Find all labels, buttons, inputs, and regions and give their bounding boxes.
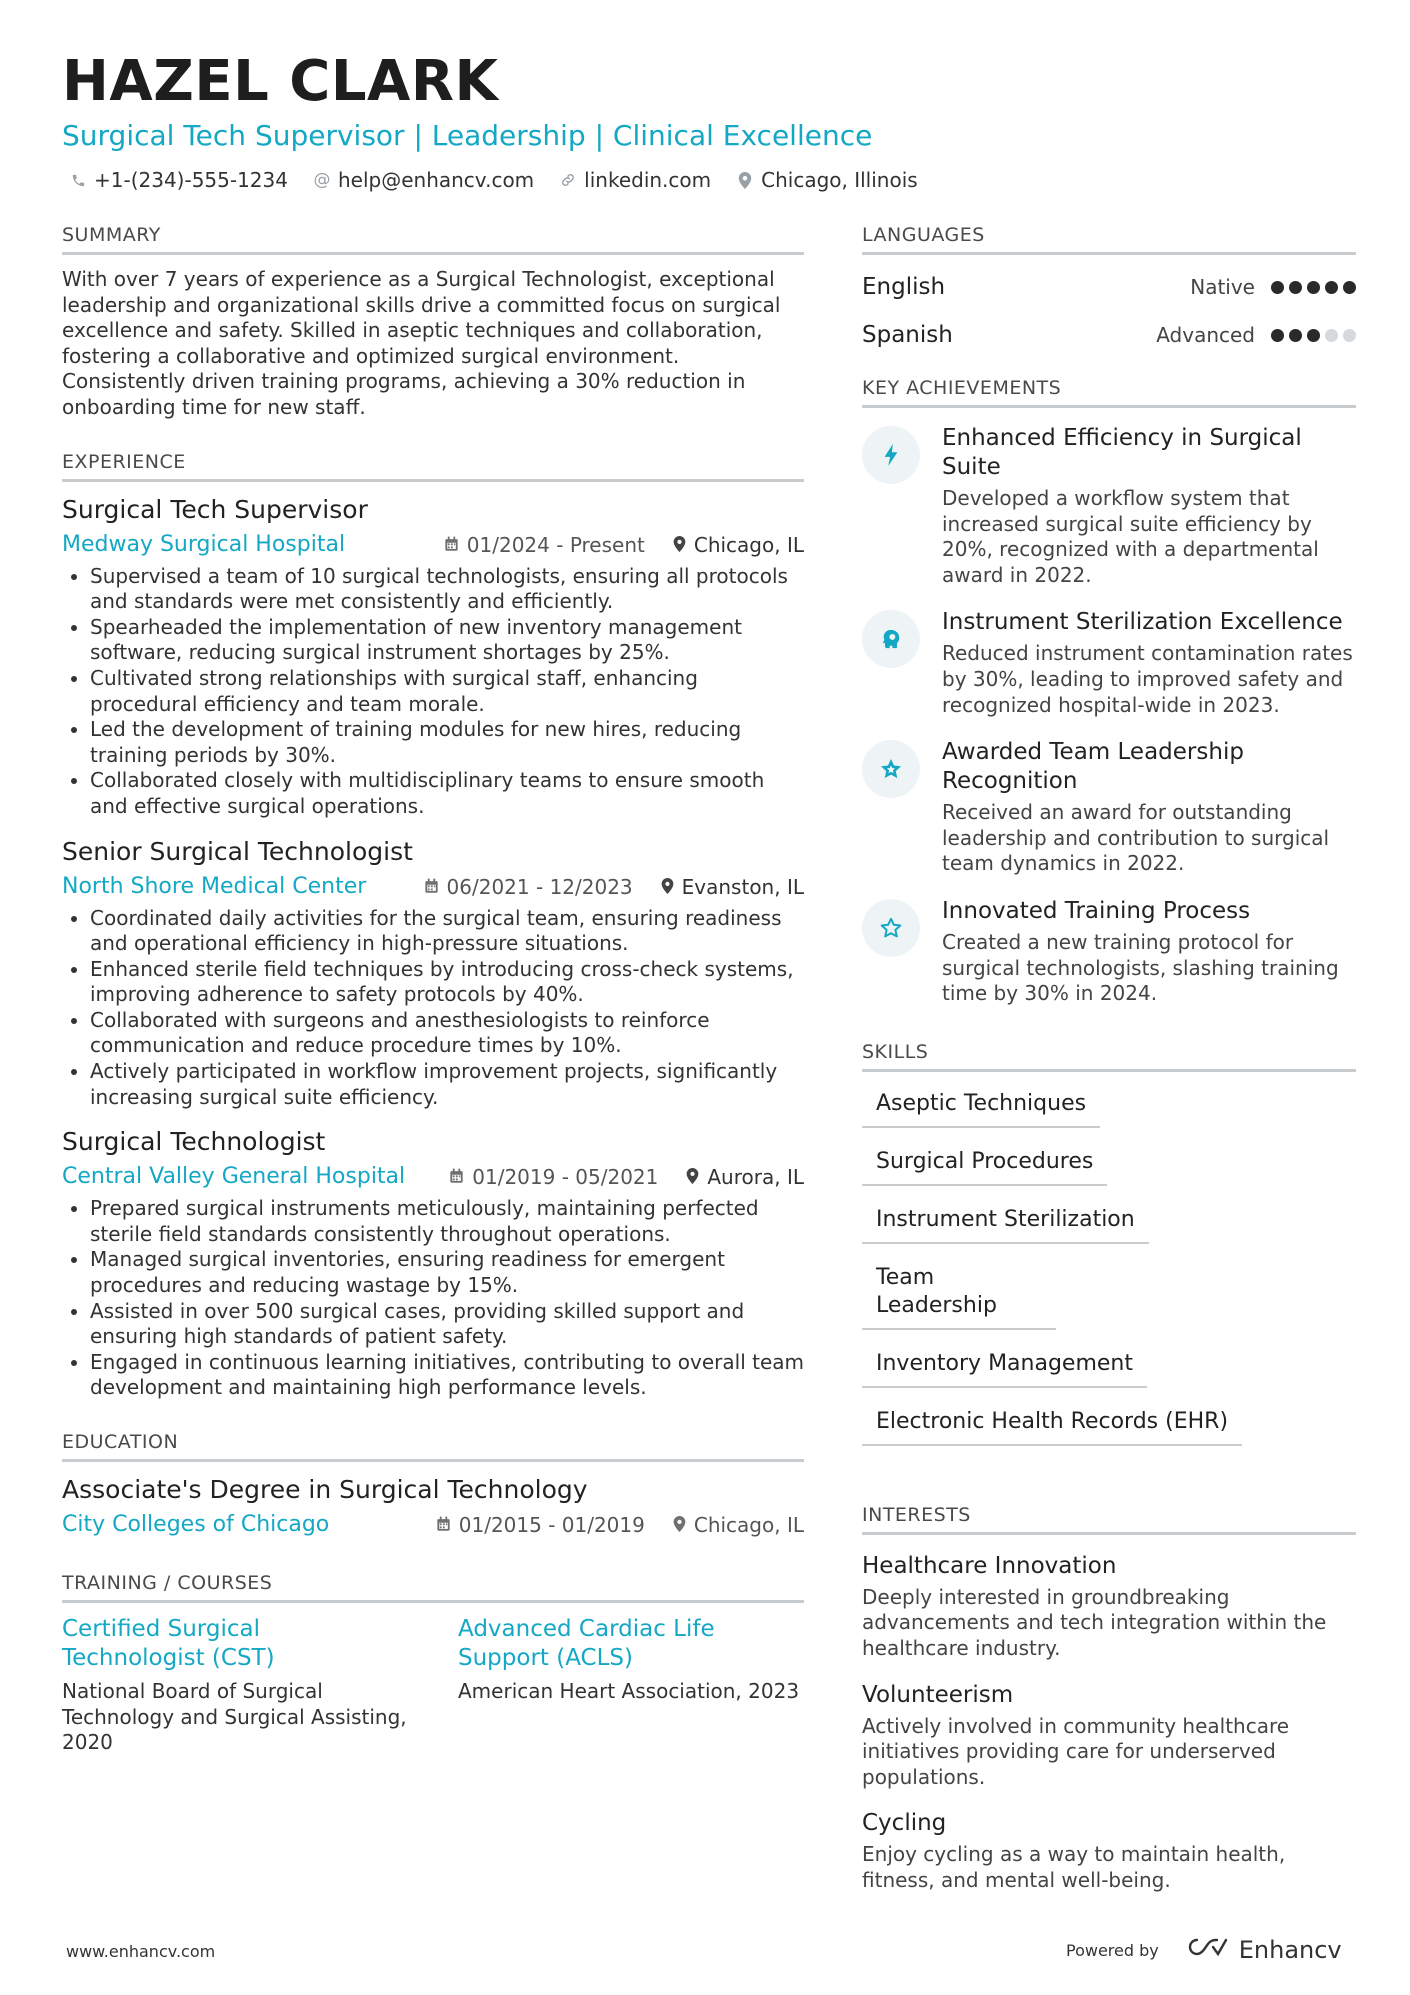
email-text: help@enhancv.com	[337, 168, 535, 192]
bullet-item: • Prepared surgical instruments meticulously, maintaining perfected sterile field standards consistently throughout operations.	[90, 1196, 804, 1247]
achievement-title: Enhanced Efficiency in Surgical Suite	[942, 425, 1302, 480]
rating-dot-filled	[1325, 281, 1338, 294]
job-entry	[62, 494, 804, 820]
job-entry	[62, 836, 804, 1111]
skill-tag: Surgical Procedures	[862, 1142, 1107, 1186]
contact-phone[interactable]	[70, 166, 288, 194]
bullet-item: • Led the development of training modules for new hires, reducing training periods by 30%.	[90, 717, 804, 768]
bullet-item: • Engaged in continuous learning initiatives, contributing to overall team development and maintaining high performance levels.	[90, 1350, 804, 1401]
skill-tag: Aseptic Techniques	[862, 1084, 1100, 1128]
education-entry	[62, 1474, 804, 1540]
star-outline-icon	[862, 899, 920, 957]
language-name: English	[862, 274, 946, 300]
achievement-title: Innovated Training Process	[942, 897, 1251, 924]
contact-email[interactable]	[314, 166, 534, 194]
achievement-title: Awarded Team Leadership Recognition	[942, 739, 1244, 795]
job-title: Surgical Technologist	[62, 1127, 326, 1157]
course-description: American Heart Association, 2023	[458, 1679, 800, 1703]
job-dates: 06/2021 - 12/2023	[446, 874, 633, 899]
job-location: Evanston, IL	[681, 874, 804, 899]
language-level: Native	[1190, 275, 1255, 299]
education-heading: EDUCATION	[62, 1429, 804, 1462]
language-item	[862, 263, 1356, 311]
education-location: Chicago, IL	[693, 1513, 804, 1537]
job-meta	[62, 1162, 804, 1192]
training-heading: TRAINING / COURSES	[62, 1570, 804, 1603]
contact-bar	[62, 166, 1362, 194]
calendar-icon	[449, 1165, 464, 1189]
achievement-item	[862, 608, 1356, 718]
company-name[interactable]: Central Valley General Hospital	[62, 1164, 406, 1190]
contact-location	[737, 166, 918, 194]
rating-dot-empty	[1325, 329, 1338, 342]
languages-list	[862, 263, 1356, 359]
job-entry	[62, 1126, 804, 1401]
company-name[interactable]: Medway Surgical Hospital	[62, 531, 346, 557]
map-pin-icon	[673, 1513, 686, 1537]
summary-heading: SUMMARY	[62, 222, 804, 255]
link-icon	[560, 172, 576, 188]
course-title[interactable]: Certified Surgical Technologist (CST)	[62, 1616, 275, 1671]
interest-title: Healthcare Innovation	[862, 1552, 1117, 1579]
job-bullets	[62, 564, 804, 820]
at-icon: @	[313, 170, 331, 190]
interest-description: Actively involved in community healthcare initiatives providing care for underserved populations.	[862, 1713, 1290, 1789]
achievement-description: Reduced instrument contamination rates by 30%, leading to improved safety and recognized hospital-wide in 2023.	[942, 641, 1353, 717]
tagline: Surgical Tech Supervisor | Leadership | Clinical Excellence	[62, 119, 873, 152]
company-name[interactable]: North Shore Medical Center	[62, 873, 367, 899]
interest-item	[862, 1680, 1356, 1791]
languages-heading: LANGUAGES	[862, 222, 1356, 255]
course-item	[458, 1615, 804, 1756]
footer-branding	[1066, 1935, 1342, 1965]
lightning-icon	[862, 426, 920, 484]
calendar-icon	[436, 1513, 451, 1537]
course-item	[62, 1615, 408, 1756]
rating-dot-filled	[1289, 329, 1302, 342]
skill-tag: Instrument Sterilization	[862, 1200, 1149, 1244]
bullet-item: • Spearheaded the implementation of new inventory management software, reducing surgical instrument shortages by 25%.	[90, 615, 804, 666]
enhancv-logo-icon	[1183, 1935, 1229, 1965]
achievement-item	[862, 738, 1356, 877]
rating-dot-empty	[1343, 329, 1356, 342]
rating-dot-filled	[1289, 281, 1302, 294]
right-column	[862, 222, 1356, 1911]
job-title: Surgical Tech Supervisor	[62, 494, 368, 524]
summary-text: With over 7 years of experience as a Surgical Technologist, exceptional leadership and organizational skills drive a committed focus on surgical excellence and safety. Skilled in aseptic techniques and collaboration, fostering a collaborative and optimized surgical environment. Consistently driven training programs, achieving a 30% reduction in onboarding time for new staff.	[62, 267, 781, 419]
language-item	[862, 311, 1356, 359]
achievement-description: Received an award for outstanding leadership and contribution to surgical team dynamics in 2022.	[942, 800, 1330, 876]
footer-website[interactable]: www.enhancv.com	[66, 1942, 216, 1961]
rating-dot-filled	[1307, 329, 1320, 342]
job-location: Aurora, IL	[707, 1165, 804, 1190]
powered-by-text: Powered by	[1066, 1940, 1159, 1960]
achievement-title: Instrument Sterilization Excellence	[942, 609, 1343, 636]
job-meta	[62, 530, 804, 560]
candidate-name: HAZEL CLARK	[62, 49, 499, 114]
map-pin-icon	[673, 533, 686, 557]
location-text: Chicago, Illinois	[761, 168, 918, 192]
language-name: Spanish	[862, 322, 953, 348]
map-pin-icon	[737, 172, 753, 188]
courses-list	[62, 1615, 804, 1756]
brand-logo[interactable]	[1183, 1935, 1342, 1965]
left-column	[62, 222, 804, 1756]
phone-icon	[70, 172, 86, 188]
bullet-item: • Supervised a team of 10 surgical technologists, ensuring all protocols and standards were met consistently and efficiently.	[90, 564, 804, 615]
star-filled-icon	[862, 740, 920, 798]
bullet-item: • Actively participated in workflow improvement projects, significantly increasing surgical suite efficiency.	[90, 1059, 804, 1110]
job-location: Chicago, IL	[693, 532, 804, 557]
bullet-item: • Collaborated closely with multidisciplinary teams to ensure smooth and effective surgical operations.	[90, 768, 804, 819]
experience-heading: EXPERIENCE	[62, 449, 804, 482]
header	[62, 50, 1362, 194]
achievement-item	[862, 897, 1356, 1007]
job-meta	[62, 872, 804, 902]
calendar-icon	[444, 533, 459, 557]
map-pin-icon	[661, 875, 674, 899]
rating-dot-filled	[1271, 281, 1284, 294]
achievement-description: Created a new training protocol for surgical technologists, slashing training time by 30% in 2024.	[942, 929, 1339, 1006]
skills-heading: SKILLS	[862, 1039, 1356, 1072]
skill-tag: Team Leadership	[862, 1258, 1056, 1330]
achievement-item	[862, 424, 1356, 588]
bullet-item: • Coordinated daily activities for the surgical team, ensuring readiness and operational efficiency in high-pressure situations.	[90, 906, 804, 957]
education-meta	[62, 1510, 804, 1540]
interest-item	[862, 1808, 1356, 1893]
school-name[interactable]: City Colleges of Chicago	[62, 1512, 330, 1537]
education-dates: 01/2015 - 01/2019	[458, 1513, 645, 1537]
calendar-icon	[424, 875, 439, 899]
achievements-list	[862, 424, 1356, 1007]
rating-dot-filled	[1271, 329, 1284, 342]
bullet-item: • Collaborated with surgeons and anesthesiologists to reinforce communication and reduce procedure times by 10%.	[90, 1008, 804, 1059]
interest-description: Deeply interested in groundbreaking advancements and tech integration within the healthcare industry.	[862, 1584, 1327, 1660]
rating-dots	[1271, 329, 1356, 342]
interests-list	[862, 1551, 1356, 1894]
achievement-description: Developed a workflow system that increased surgical suite efficiency by 20%, recognized with a departmental award in 2022.	[942, 486, 1319, 587]
head-icon	[862, 610, 920, 668]
linkedin-text: linkedin.com	[584, 168, 712, 192]
job-bullets	[62, 906, 804, 1111]
skills-list	[862, 1084, 1356, 1446]
job-dates: 01/2019 - 05/2021	[472, 1165, 659, 1190]
course-title[interactable]: Advanced Cardiac Life Support (ACLS)	[458, 1616, 715, 1671]
language-level: Advanced	[1156, 323, 1255, 347]
interest-description: Enjoy cycling as a way to maintain health, fitness, and mental well-being.	[862, 1842, 1286, 1892]
job-bullets	[62, 1196, 804, 1401]
bullet-item: • Enhanced sterile field techniques by introducing cross-check systems, improving adherence to safety protocols by 40%.	[90, 957, 804, 1008]
map-pin-icon	[686, 1165, 699, 1189]
brand-name: Enhancv	[1238, 1936, 1342, 1964]
job-title: Senior Surgical Technologist	[62, 836, 413, 866]
rating-dot-filled	[1343, 281, 1356, 294]
rating-dot-filled	[1307, 281, 1320, 294]
skill-tag: Electronic Health Records (EHR)	[862, 1402, 1242, 1446]
degree-title: Associate's Degree in Surgical Technology	[62, 1475, 588, 1504]
phone-text: +1-(234)-555-1234	[94, 168, 288, 192]
skill-tag: Inventory Management	[862, 1344, 1147, 1388]
interest-item	[862, 1551, 1356, 1662]
bullet-item: • Cultivated strong relationships with surgical staff, enhancing procedural efficiency and team morale.	[90, 666, 804, 717]
bullet-item: • Assisted in over 500 surgical cases, providing skilled support and ensuring high standards of patient safety.	[90, 1299, 804, 1350]
achievements-heading: KEY ACHIEVEMENTS	[862, 375, 1356, 408]
interest-title: Cycling	[862, 1810, 947, 1837]
rating-dots	[1271, 281, 1356, 294]
contact-linkedin[interactable]	[560, 166, 711, 194]
job-dates: 01/2024 - Present	[466, 532, 645, 557]
course-description: National Board of Surgical Technology and Surgical Assisting, 2020	[62, 1679, 407, 1755]
interests-heading: INTERESTS	[862, 1502, 1356, 1535]
interest-title: Volunteerism	[862, 1681, 1014, 1708]
bullet-item: • Managed surgical inventories, ensuring readiness for emergent procedures and reducing wastage by 15%.	[90, 1247, 804, 1298]
